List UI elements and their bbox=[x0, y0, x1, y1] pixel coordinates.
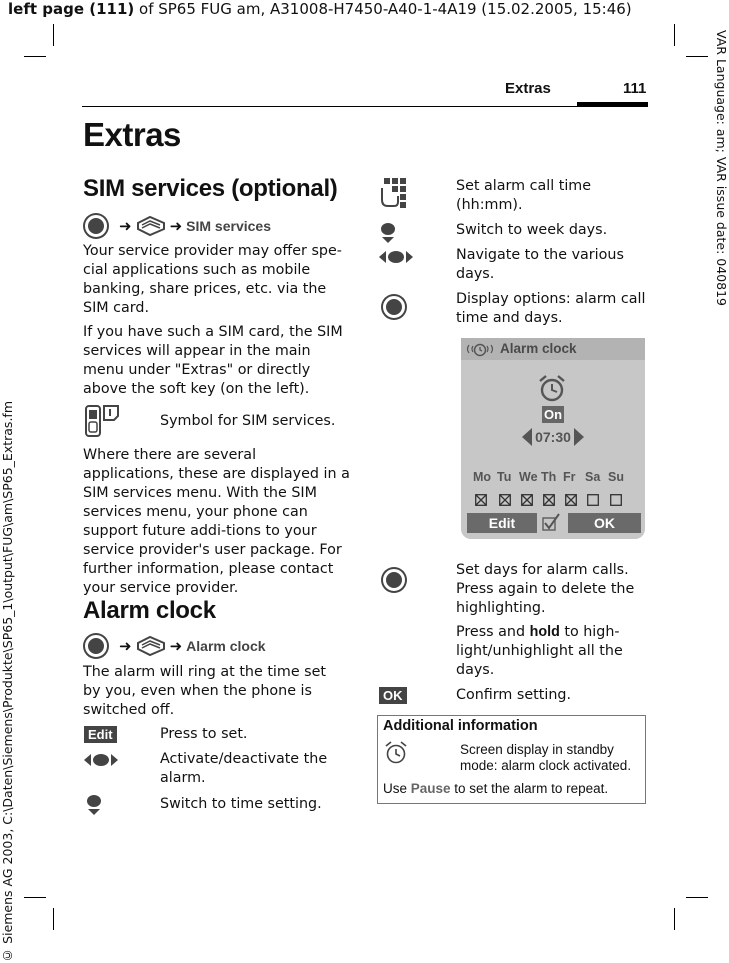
weekday-label: Th bbox=[541, 470, 557, 484]
edit-softkey-icon: Edit bbox=[84, 726, 117, 743]
crop-mark bbox=[674, 24, 675, 46]
weekday-checkbox[interactable] bbox=[521, 494, 533, 506]
step-display-options: Display options: alarm call time and days. bbox=[456, 291, 646, 326]
step-switch-time: Switch to time setting. bbox=[160, 796, 322, 812]
weekday-checkbox[interactable] bbox=[475, 494, 487, 506]
weekday-checkbox[interactable] bbox=[587, 494, 599, 506]
crop-mark bbox=[686, 897, 708, 898]
weekday-label: Sa bbox=[585, 470, 601, 484]
alarm-time: 07:30 bbox=[535, 429, 571, 445]
sim-heading: SIM services (optional) bbox=[83, 175, 338, 202]
step-navigate-days: Navigate to the various days. bbox=[456, 247, 624, 282]
alarm-status: On bbox=[543, 407, 563, 422]
weekday-checkbox[interactable] bbox=[499, 494, 511, 506]
step-set-alarm-time: Set alarm call time (hh:mm). bbox=[456, 178, 592, 213]
info-line: Screen display in standby mode: alarm clock activated. bbox=[460, 742, 632, 773]
nav-down-icon bbox=[86, 794, 102, 816]
crop-mark bbox=[24, 56, 46, 57]
alarm-intro: The alarm will ring at the time set by you, even when the phone is switched off. bbox=[83, 664, 327, 718]
arrow-left-icon bbox=[522, 428, 532, 446]
sim-paragraph-3: Where there are several applications, these are displayed in a SIM services menu. With the SIM services menu, your phone can support future addi-tions to your service provider's user package. For further information, please contact your service provider. bbox=[83, 447, 350, 596]
chapter-title: Extras bbox=[83, 116, 181, 153]
nav-left-right-icon bbox=[84, 753, 118, 767]
weekday-label: We bbox=[519, 470, 538, 484]
var-language-note: VAR Language: am; VAR issue date: 040819 bbox=[714, 30, 729, 306]
sim-paragraph-1: Your service provider may offer spe-cial applications such as mobile banking, share prices, etc. via the SIM card. bbox=[83, 243, 342, 316]
edit-softkey[interactable]: Edit bbox=[467, 513, 537, 533]
weekday-checkbox[interactable] bbox=[543, 494, 555, 506]
ok-softkey[interactable]: OK bbox=[568, 513, 641, 533]
copyright-path: © Siemens AG 2003, C:\Daten\Siemens\Produkte\SP65_1\output\FUG\am\SP65_Extras.fm bbox=[0, 401, 15, 963]
crop-mark bbox=[53, 24, 54, 46]
alarm-clock-icon bbox=[383, 740, 409, 766]
step-press-hold: Press and hold to high-light/unhighlight all the days. bbox=[456, 624, 623, 678]
crop-mark bbox=[53, 908, 54, 930]
additional-info-box bbox=[377, 715, 646, 804]
arrow-icon: ➜ bbox=[169, 217, 183, 235]
center-key-icon bbox=[383, 569, 405, 591]
ok-softkey-icon: OK bbox=[379, 687, 407, 704]
alarm-menu-path bbox=[85, 634, 266, 658]
alarm-ringing-icon bbox=[464, 341, 496, 357]
arrow-right-icon bbox=[574, 428, 584, 446]
step-activate-alarm: Activate/deactivate the alarm. bbox=[160, 751, 328, 786]
menu-path-label: SIM services bbox=[186, 218, 271, 234]
crop-mark bbox=[674, 908, 675, 930]
nav-down-icon bbox=[380, 222, 396, 244]
center-key-icon bbox=[383, 296, 405, 318]
running-header-title: Extras bbox=[505, 80, 551, 97]
menu-key-icon bbox=[85, 215, 107, 237]
weekday-checkbox[interactable] bbox=[610, 494, 622, 506]
sim-symbol-description: Symbol for SIM services. bbox=[160, 413, 336, 429]
extras-menu-icon bbox=[136, 215, 166, 237]
header-rule bbox=[82, 106, 648, 107]
phone-screen bbox=[461, 338, 645, 539]
info-use-pause: Use Pause to set the alarm to repeat. bbox=[383, 781, 609, 796]
weekday-label: Mo bbox=[473, 470, 492, 484]
step-set-days: Set days for alarm calls. Press again to delete the highlighting. bbox=[456, 562, 635, 616]
sim-paragraph-2: If you have such a SIM card, the SIM services will appear in the main menu under "Extras" or directly above the soft key (on the left). bbox=[83, 324, 343, 397]
screen-title: Alarm clock bbox=[500, 341, 577, 356]
sim-menu-path bbox=[85, 214, 271, 238]
arrow-icon: ➜ bbox=[119, 217, 132, 235]
menu-path-label: Alarm clock bbox=[186, 638, 266, 654]
step-switch-week-days: Switch to week days. bbox=[456, 222, 608, 238]
step-press-to-set: Press to set. bbox=[160, 726, 248, 742]
crop-mark bbox=[24, 897, 46, 898]
alarm-heading: Alarm clock bbox=[83, 597, 216, 624]
crop-mark bbox=[686, 56, 708, 57]
alarm-clock-icon bbox=[537, 374, 567, 404]
checkmark-icon bbox=[541, 512, 561, 532]
arrow-icon: ➜ bbox=[119, 637, 132, 655]
extras-menu-icon bbox=[136, 635, 166, 657]
keypad-icon bbox=[378, 178, 412, 210]
menu-key-icon bbox=[85, 635, 107, 657]
info-title: Additional information bbox=[383, 718, 538, 734]
weekday-label: Tu bbox=[497, 470, 512, 484]
print-metadata: left page (111) of SP65 FUG am, A31008-H7450-A40-1-4A19 (15.02.2005, 15:46) bbox=[8, 0, 632, 18]
weekday-checkbox[interactable] bbox=[565, 494, 577, 506]
arrow-icon: ➜ bbox=[169, 637, 183, 655]
weekday-label: Su bbox=[608, 470, 624, 484]
page-number: 111 bbox=[623, 80, 647, 97]
nav-left-right-icon bbox=[379, 250, 413, 264]
step-confirm: Confirm setting. bbox=[456, 687, 572, 703]
sim-services-icon bbox=[84, 404, 120, 438]
weekday-label: Fr bbox=[563, 470, 576, 484]
